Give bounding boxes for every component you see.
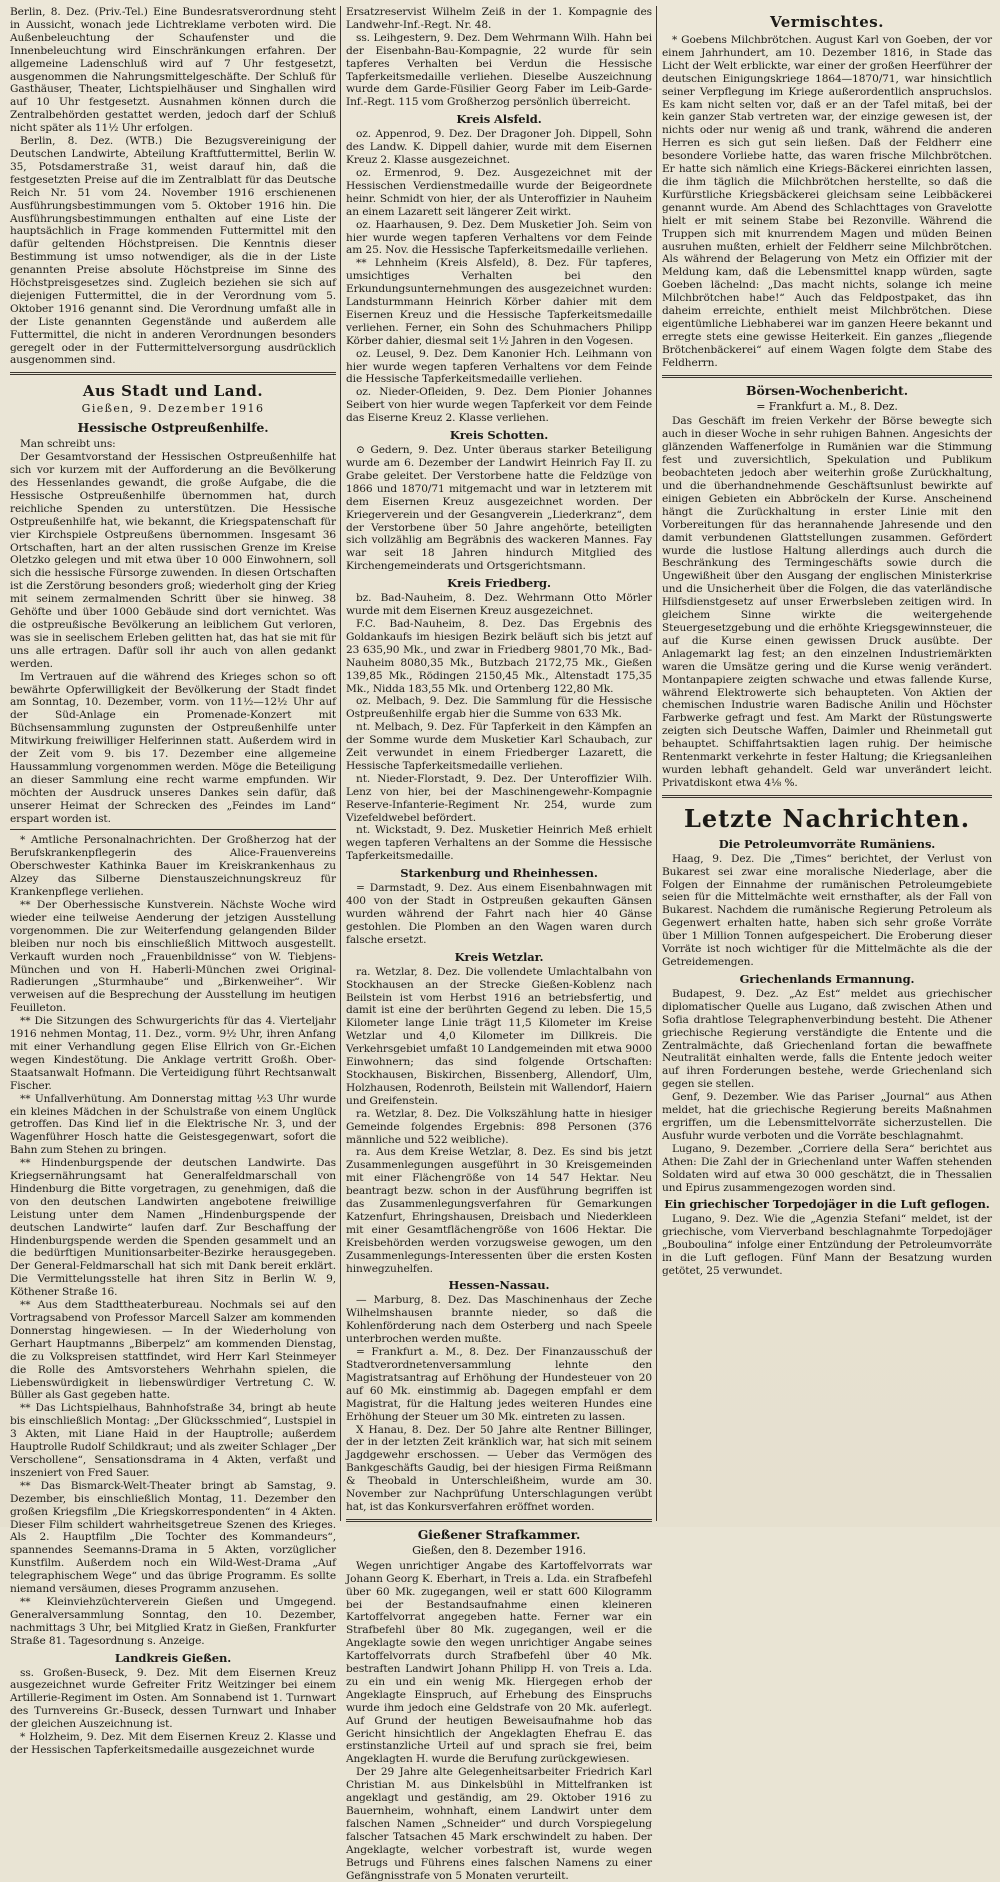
news-paragraph: ** Das Lichtspielhaus, Bahnhofstraße 34, bringt ab heute bis einschließlich Montag: „Der Glücksschmied“, Lustspiel in 3 Akten, mit Liane Haid in der Hauptrolle; außerdem Hauptrolle Rudolf Schildkraut; und als zweiter Schlager „Der Verschollene“, Sensationsdrama in 4 Akten, verfaßt und inszeniert von Fred Sauer. xyxy=(10,1402,336,1479)
article-heading: Hessische Ostpreußenhilfe. xyxy=(77,420,269,436)
news-paragraph: Der Gesamtvorstand der Hessischen Ostpreußenhilfe hat sich vor kurzem mit der Aufforderung an die Bevölkerung des Hessenlandes gewandt, die große Aufgabe, die die Hessische Ostpreußenhilfe übernommen hat, durch reichliche Spenden zu unterstützen. Die Hessische Ostpreußenhilfe hat, wie bekannt, die Kriegspatenschaft für vier Kirchspiele Ostpreußens übernommen. Insgesamt 36 Ortschaften, hart an der alten russischen Grenze im Kreise Oletzko gelegen und mit etwa über 10 000 Einwohnern, soll sich die hessische Fürsorge zuwenden. In diesen Ortschaften ist die Zerstörung besonders groß; wiederholt ging der Krieg mit seinem zermalmenden Schritt über sie hinweg. 38 Gehöfte und über 1000 Gebäude sind dort vernichtet. Was die ostpreußische Bevölkerung an leiblichem Gut verloren, was sie in seelischem Erleben gelitten hat, das hat sie mit für uns alle ertragen. Dafür soll ihr auch von allen gedankt werden. xyxy=(10,451,336,670)
news-paragraph: ss. Großen-Buseck, 9. Dez. Mit dem Eisernen Kreuz ausgezeichnet wurde Gefreiter Fritz Weitzinger bei einem Artillerie-Regiment im Osten. Am Sonnabend ist 1. Turnwart des Turnvereins Gr.-Buseck, dessen Turnwart und Inhaber der gleichen Auszeichnung ist. xyxy=(10,1666,336,1731)
news-paragraph: Berlin, 8. Dez. (Priv.-Tel.) Eine Bundesratsverordnung steht in Aussicht, wonach jede Lichtreklame verboten wird. Die Außenbeleuchtung der Schaufenster und die Innenbeleuchtung wird Einschränkungen erfahren. Der allgemeine Ladenschluß wird auf 7 Uhr festgesetzt, ausgenommen die Nahrungsmittelgeschäfte. Der Schluß für Gasthäuser, Theater, Lichtspielhäuser und Singhallen wird auf 10 Uhr festgesetzt. Ausnahmen können durch die Zentralbehörden gestattet werden, jedoch darf der Schluß nicht später als 11½ Uhr erfolgen. xyxy=(10,6,336,135)
section-divider xyxy=(346,1519,652,1522)
news-paragraph: ra. Wetzlar, 8. Dez. Die vollendete Umlachtalbahn von Stockhausen an der Strecke Gießen-Koblenz nach Beilstein ist vom Herbst 1916 an betriebsfertig, und damit ist eine der berührten Gegend zu leben. Die 15,5 Kilometer lange Linie trägt 11,5 Kilometer im Kreise Wetzlar und 4,0 Kilometer im Dillkreis. Die Verkehrsgebiet umfaßt 10 Landgemeinden mit etwa 9000 Einwohnern; das sind folgende Ortschaften: Stockhausen, Biskirchen, Bissenberg, Allendorf, Ulm, Holzhausen, Rodenroth, Beilstein mit Wallendorf, Haiern und Greifenstein. xyxy=(346,965,652,1107)
section-heading: Börsen-Wochenbericht. xyxy=(746,382,908,398)
news-paragraph: Das Geschäft im freien Verkehr der Börse bewegte sich auch in dieser Woche in sehr ruhigen Bahnen. Angesichts der glänzenden Waffenerfolge in Rumänien war die Stimmung fest und zuversichtlich, Spekulation und Publikum beobachteten jedoch aber weiterhin große Zurückhaltung, und die überhandnehmende Geschäftsunlust bewirkte auf einigen Gebieten ein Abbröckeln der Kurse. Anscheinend hängt die Zurückhaltung in erster Linie mit den Vorbereitungen für das herannahende Jahresende und den damit verbundenen Glattstellungen zusammen. Gefördert wurde die lustlose Haltung allerdings auch durch die Beschränkung des Termingeschäfts sowie durch die Ungewißheit über den Ausgang der englischen Ministerkrise und die Unsicherheit über die Folgen, die das vaterländische Hilfsdienstgesetz auf unser Erwerbsleben zeitigen wird. In gleichem Sinne wirkte die weitergehende Steuergesetzgebung und die erhöhte Kriegsgewinnsteuer, die auf die Kurse einen gewissen Druck ausübte. Der Anlagemarkt lag fest; an den einzelnen Industriemärkten waren die Umsätze gering und die Kurse wenig verändert. Montanpapiere zeigten schwache und etwas fallende Kurse, während Elektrowerte sich behaupteten. Von Aktien der chemischen Industrie waren Badische Anilin und Höchster Farbwerke gefragt und fest. Am Markt der Rüstungswerte zeigten sich Deutsche Waffen, Daimler und Rheinmetall gut behauptet. Schiffahrtsaktien lagen ruhig. Der heimische Rentenmarkt verkehrte in fester Haltung; die Kriegsanleihen wurden lebhaft gehandelt. Geld war unverändert leicht. Privatdiskont etwa 4⅛ %. xyxy=(662,415,992,789)
section-divider xyxy=(662,795,992,798)
section-heading: Gießener Strafkammer. xyxy=(417,1526,581,1542)
news-paragraph: oz. Haarhausen, 9. Dez. Dem Musketier Joh. Seim von hier wurde wegen tapferen Verhaltens vor dem Feinde am 25. Nov. die Hessische Tapferkeitsmedaille verliehen. xyxy=(346,218,652,257)
article-heading: Griechenlands Ermannung. xyxy=(739,971,915,986)
news-paragraph: Berlin, 8. Dez. (WTB.) Die Bezugsvereinigung der Deutschen Landwirte, Abteilung Kraftfuttermittel, Berlin W. 35, Potsdamerstraße 31, weist darauf hin, daß die festgesetzten Preise auf die im Zentralblatt für das Deutsche Reich Nr. 51 vom 24. November 1916 erschienenen Ausführungsbestimmungen vom 5. Oktober 1916 hin. Die Ausführungsbestimmungen enthalten auf eine Liste der hauptsächlich in Frage kommenden Futtermittel mit den dafür geltenden Höchstpreisen. Die Kenntnis dieser Bestimmung ist umso notwendiger, als die in der Liste genannten Preise absolute Höchstpreise im Sinne des Höchstpreisgesetzes sind. Zugleich beziehen sie sich auf diejenigen Futtermittel, die in der Verordnung vom 5. Oktober 1916 genannt sind. Die Verordnung umfaßt alle in der Liste genannten Gegenstände und außerdem alle Futtermittel, die nicht in anderen Verordnungen besonders geregelt oder in der Futtermittelversorgung ausdrücklich ausgenommen sind. xyxy=(10,135,336,367)
column-1 xyxy=(10,6,336,1756)
section-subheading: Starkenburg und Rheinhessen. xyxy=(400,866,598,881)
column-rule xyxy=(656,6,657,1521)
news-paragraph: Genf, 9. Dezember. Wie das Pariser „Journal“ aus Athen meldet, hat die griechische Regierung bereits Maßnahmen ergriffen, um die Lebensmittelvorräte sicherzustellen. Die Ausfuhr wurde verboten und die Vorräte beschlagnahmt. xyxy=(662,1091,992,1142)
section-heading: Vermischtes. xyxy=(770,13,884,31)
news-paragraph: Im Vertrauen auf die während des Krieges schon so oft bewährte Opferwilligkeit der Bevölkerung der Stadt findet am Sonntag, 10. Dezember, vorm. von 11½—12½ Uhr auf der Süd-Anlage ein Promenade-Konzert mit Büchsensammlung zugunsten der Ostpreußenhilfe unter Mitwirkung freiwilliger Helferinnen statt. Außerdem wird in der Zeit vom 9. bis 17. Dezember eine allgemeine Haussammlung vorgenommen werden. Möge die Beteiligung an dieser Sammlung eine recht warme empfunden. Wir möchten der Ausdruck unseres Dankes sein dafür, daß unserer Heimat der Schrecken des „Feindes im Land“ erspart worden ist. xyxy=(10,670,336,825)
section-subheading: Kreis Friedberg. xyxy=(447,576,551,591)
news-paragraph: ** Der Oberhessische Kunstverein. Nächste Woche wird wieder eine teilweise Aenderung der jetzigen Ausstellung vorgenommen. Die zur Weiterfendung gelangenden Bilder bleiben nur noch bis einschließlich Mittwoch ausgestellt. Verkauft wurden noch „Frauenbildnisse“ von W. Tiebjens-München und von H. Haberli-München zwei Original-Radierungen „Sturmhaube“ und „Birkenweiher“. Wir verweisen auf die Besprechung der Ausstellung im heutigen Feuilleton. xyxy=(10,899,336,1015)
news-paragraph: nt. Melbach, 9. Dez. Für Tapferkeit in den Kämpfen an der Somme wurde dem Musketier Karl Schaubach, zur Zeit verwundet in einem Friedberger Lazarett, die Hessische Tapferkeitsmedaille verliehen. xyxy=(346,721,652,772)
news-paragraph: F.C. Bad-Nauheim, 8. Dez. Das Ergebnis des Goldankaufs im hiesigen Bezirk beläuft sich bis jetzt auf 23 635,90 Mk., und zwar in Friedberg 9801,70 Mk., Bad-Nauheim 8080,35 Mk., Butzbach 2172,75 Mk., Gießen 139,85 Mk., Rödingen 2150,45 Mk., Altenstadt 175,35 Mk., Nidda 183,55 Mk. und Ortenberg 122,80 Mk. xyxy=(346,617,652,695)
news-paragraph: ** Kleinviehzüchterverein Gießen und Umgegend. Generalversammlung Sonntag, den 10. Dezember, nachmittags 3 Uhr, bei Mitglied Kratz in Gießen, Frankfurter Straße 81. Tagesordnung s. Anzeige. xyxy=(10,1595,336,1647)
news-paragraph: ** Lehnheim (Kreis Alsfeld), 8. Dez. Für tapferes, umsichtiges Verhalten bei den Erkundungsunternehmungen des ausgezeichnet wurden: Landsturmmann Heinrich Körber dahier mit dem Eisernen Kreuz und die Hessische Tapferkeitsmedaille verliehen. Ferner, ein Sohn des Schuhmachers Philipp Körber dahier, diesmal seit 1½ Jahren in den Vogesen. xyxy=(346,257,652,347)
news-paragraph: ** Aus dem Stadttheaterbureau. Nochmals sei auf den Vortragsabend von Professor Marcell Salzer am kommenden Donnerstag hingewiesen. — In der Wiederholung von Gerhart Hauptmanns „Biberpelz“ am kommenden Dienstag, die zu Volkspreisen stattfindet, wird Herr Karl Steinmeyer die Rolle des Amtsvorstehers Wehrhahn spielen, die Liebenswürdigkeit in liebenswürdiger Vertretung C. W. Büller als Gast gegeben hatte. xyxy=(10,1299,336,1402)
news-paragraph: Budapest, 9. Dez. „Az Est“ meldet aus griechischer diplomatischer Quelle aus Lugano, daß zwischen Athen und Sofia drahtlose Telegraphenverbindung besteht. Die Athener griechische Regierung verständigte die Entente und die Zentralmächte, daß Griechenland fortan die bewaffnete Neutralität einhalten werde, falls die Entente jedoch weiter auf ihren Forderungen bestehe, werde Griechenland sich gegen sie stellen. xyxy=(662,987,992,1091)
dateline: Gießen, 9. Dezember 1916 xyxy=(81,402,265,416)
news-paragraph: ** Die Sitzungen des Schwurgerichts für das 4. Vierteljahr 1916 nehmen Montag, 11. Dez., vorm. 9½ Uhr, ihren Anfang mit einer Verhandlung gegen Elise Ellrich von Gr.-Eichen wegen Kindestötung. Die Anklage vertritt Großh. Ober-Staatsanwalt Hofmann. Die Verteidigung führt Rechtsanwalt Fischer. xyxy=(10,1015,336,1092)
news-paragraph: — Marburg, 8. Dez. Das Maschinenhaus der Zeche Wilhelmshausen brannte nieder, so daß die Kohlenförderung nach dem Osterberg und nach Speele unterbrochen werden mußte. xyxy=(346,1294,652,1346)
news-paragraph: oz. Melbach, 9. Dez. Die Sammlung für die Hessische Ostpreußenhilfe ergab hier die Summe von 633 Mk. xyxy=(346,695,652,721)
news-paragraph: X Hanau, 8. Dez. Der 50 Jahre alte Rentner Billinger, der in der letzten Zeit kränklich war, hat sich mit seinem Jagdgewehr erschossen. — Ueber das Vermögen des Bankgeschäfts Gaudig, bei der hiesigen Firma Reißmann & Theobald in Unterschleißheim, wurde am 30. November zur Nachprüfung Unterschlagungen verübt hat, ist das Konkursverfahren eröffnet worden. xyxy=(346,1423,652,1513)
section-divider xyxy=(662,375,992,378)
section-subheading: Hessen-Nassau. xyxy=(448,1278,550,1293)
article-heading: Ein griechischer Torpedojäger in die Luft geflogen. xyxy=(664,1197,990,1212)
column-3 xyxy=(662,6,992,1521)
news-paragraph: ra. Wetzlar, 8. Dez. Die Volkszählung hatte in hiesiger Gemeinde folgendes Ergebnis: 898 Personen (376 männliche und 522 weibliche). xyxy=(346,1107,652,1146)
section-heading: Letzte Nachrichten. xyxy=(683,803,971,833)
news-paragraph: = Darmstadt, 9. Dez. Aus einem Eisenbahnwagen mit 400 von der Stadt in Ostpreußen gekauften Gänsen wurden während der Fahrt nach hier 40 Gänse gestohlen. Die Plomben an den Wagen waren durch falsche ersetzt. xyxy=(346,882,652,946)
article-divider xyxy=(10,829,336,830)
section-subheading: Landkreis Gießen. xyxy=(114,1650,232,1665)
section-subheading: Kreis Schotten. xyxy=(449,428,549,443)
news-paragraph: nt. Wickstadt, 9. Dez. Musketier Heinrich Meß erhielt wegen tapferen Verhaltens an der Somme die Hessische Tapferkeitsmedaille. xyxy=(346,824,652,863)
news-paragraph: bz. Bad-Nauheim, 8. Dez. Wehrmann Otto Mörler wurde mit dem Eisernen Kreuz ausgezeichnet. xyxy=(346,592,652,618)
dateline: = Frankfurt a. M., 8. Dez. xyxy=(756,399,898,413)
news-paragraph: * Amtliche Personalnachrichten. Der Großherzog hat der Berufskrankenpflegerin des Alice-Frauenvereins Oberschwester Kathinka Bauer im Kreiskrankenhaus zu Alzey das Silberne Dienstauszeichnungskreuz für Krankenpflege verliehen. xyxy=(10,834,336,899)
column-rule xyxy=(340,6,341,1521)
news-paragraph: Haag, 9. Dez. Die „Times“ berichtet, der Verlust von Bukarest sei zwar eine moralische Niederlage, aber die Folgen der Einnahme der rumänischen Petroleumgebiete seien für die Mittelmächte weit ernsthafter, als der Fall von Bukarest. Nachdem die rumänische Regierung Petroleum als Gegenwert erhalten hatte, haben sich sehr große Vorräte über 1 Million Tonnen aufgespeichert. Die Eroberung dieser Vorräte ist noch wichtiger für die Mittelmächte als die der Getreidemengen. xyxy=(662,852,992,968)
news-paragraph: Lugano, 9. Dezember. „Corriere della Sera“ berichtet aus Athen: Die Zahl der in Griechenland unter Waffen stehenden Soldaten wird auf etwa 30 000 geschätzt, die in Thessalien und Epirus zusammengezogen worden sind. xyxy=(662,1142,992,1194)
news-paragraph: ** Unfallverhütung. Am Donnerstag mittag ½3 Uhr wurde ein kleines Mädchen in der Schulstraße von einem Unglück getroffen. Das Kind lief in die Elektrische Nr. 3, und der Wagenführer Hosch hatte die Geistesgegenwart, sofort die Bahn zum Stehen zu bringen. xyxy=(10,1092,336,1157)
section-heading: Aus Stadt und Land. xyxy=(82,382,264,401)
news-paragraph: Der 29 Jahre alte Gelegenheitsarbeiter Friedrich Karl Christian M. aus Dinkelsbühl in Mittelfranken ist angeklagt und geständig, am 29. Oktober 1916 zu Bauernheim, wohnhaft, einem Landwirt unter dem falschen Namen „Schneider“ und durch Vorspiegelung falscher Tatsachen 45 Mark erschwindelt zu haben. Der Angeklagte, welcher vorbestraft ist, wurde wegen Betrugs und Führens eines falschen Namens zu einer Gefängnisstrafe von 5 Monaten verurteilt. xyxy=(346,1766,652,1882)
news-paragraph: Wegen unrichtiger Angabe des Kartoffelvorrats war Johann Georg K. Eberhart, in Treis a. Lda. ein Strafbefehl über 60 Mk. zugegangen, weil er statt 600 Kilogramm bei der Bestandsaufnahme einen kleineren Kartoffelvorrat angegeben hatte. Ferner war ein Strafbefehl über 80 Mk. zugegangen, weil er die Angeklagte sowie den wegen unrichtiger Angabe seines Kartoffelvorrats durch Strafbefehl über 40 Mk. bestraften Landwirt Johann Philipp H. von Treis a. Lda. zu ein und ein wenig Mk. Hiergegen erhob der Angeklagte Einspruch, auf Erhebung des Einspruchs wurde ihm jedoch eine Geldstrafe von 20 Mk. auferlegt. Auf Grund der heutigen Beweisaufnahme hob das Gericht hinsichtlich der Angeklagten Ehefrau E. das erstinstanzliche Urteil auf und sprach sie frei, beim Angeklagten H. wurde die Berufung zurückgewiesen. xyxy=(346,1559,652,1766)
section-subheading: Kreis Wetzlar. xyxy=(454,949,544,964)
news-paragraph: oz. Appenrod, 9. Dez. Der Dragoner Joh. Dippell, Sohn des Landw. K. Dippell dahier, wurde mit dem Eisernen Kreuz 2. Klasse ausgezeichnet. xyxy=(346,128,652,167)
news-paragraph: = Frankfurt a. M., 8. Dez. Der Finanzausschuß der Stadtverordnetenversammlung lehnte den Magistratsantrag auf Erhöhung der Hundesteuer von 20 auf 60 Mk. einstimmig ab. Dagegen empfahl er dem Magistrat, für die Haltung jedes weiteren Hundes eine Erhöhung der Steuer um 30 Mk. eintreten zu lassen. xyxy=(346,1346,652,1423)
news-paragraph: ** Das Bismarck-Welt-Theater bringt ab Samstag, 9. Dezember, bis einschließlich Montag, 11. Dezember den großen Kriegsfilm „Die Kriegskorrespondenten“ in 4 Akten. Dieser Film schildert wahrheitsgetreue Szenen des Krieges. Als 2. Hauptfilm „Die Tochter des Kommandeurs“, spannendes Seemanns-Drama in 5 Akten, vorzüglicher Kunstfilm. Außerdem noch ein Wild-West-Drama „Auf telegraphischem Wege“ und das übrige Programm. Es sollte niemand versäumen, dieses Programm anzusehen. xyxy=(10,1479,336,1596)
news-paragraph: * Holzheim, 9. Dez. Mit dem Eisernen Kreuz 2. Klasse und der Hessischen Tapferkeitsmedaille ausgezeichnet wurde xyxy=(10,1731,336,1756)
section-subheading: Kreis Alsfeld. xyxy=(456,112,542,127)
news-paragraph: * Goebens Milchbrötchen. August Karl von Goeben, der vor einem Jahrhundert, am 10. Dezember 1816, in Stade das Licht der Welt erblickte, war einer der großen Heerführer der deutschen Einigungskriege 1864—1870/71, war hinsichtlich seiner Verpflegung im Kriege außerordentlich anspruchslos. Es kam nicht selten vor, daß er an der Tafel mitaß, bei der kein ganzer Stab vertreten war, der einzige gewesen ist, der nichts oder nur wenig aß und trank, während die anderen Herren es sich gut sein ließen. Daß der Feldherr eine besondere Vorliebe hatte, das waren frische Milchbrötchen. Er hatte sich nämlich eine Kriegs-Bäckerei einrichten lassen, die ihm täglich die Milchbrötchen herstellte, so daß die Kurfürstliche Kriegsbäckerei gleichsam seine Leibbäckerei genannt wurde. Am Abend des Schlachttages von Gravelotte hielt er mit seinem Stabe bei Rezonville. Während die Truppen sich mit knurrendem Magen und müden Beinen ausruhen mußten, erhielt der Feldherr seine Milchbrötchen. Als während der Belagerung von Metz ein Offizier mit der Meldung kam, daß die Lebensmittel knapp würden, sagte Goeben lächelnd: „Das macht nichts, solange ich meine Milchbrötchen habe!“ Auch das Feldpostpaket, das ihn daheim erreichte, enthielt meist Milchbrötchen. Diese eigentümliche Liebhaberei war im ganzen Heere bekannt und erregte stets eine gewisse Heiterkeit. Ein ganzes „fliegende Brötchenbäckerei“ auf einem Wagen folgte dem Stabe des Feldherrn. xyxy=(662,34,992,369)
dateline: Gießen, den 8. Dezember 1916. xyxy=(412,1543,586,1557)
news-paragraph: oz. Ermenrod, 9. Dez. Ausgezeichnet mit der Hessischen Verdienstmedaille wurde der Beigeordnete heinr. Schmidt von hier, der als Unteroffizier in Nauheim an einem Lazarett seit längerer Zeit wirkt. xyxy=(346,166,652,218)
news-paragraph: nt. Nieder-Florstadt, 9. Dez. Der Unteroffizier Wilh. Lenz von hier, bei der Maschinengewehr-Kompagnie Reserve-Infanterie-Regiment Nr. 254, wurde zum Vizefeldwebel befördert. xyxy=(346,772,652,824)
section-divider xyxy=(10,372,336,375)
article-heading: Die Petroleumvorräte Rumäniens. xyxy=(718,836,936,851)
news-paragraph: oz. Nieder-Ofleiden, 9. Dez. Dem Pionier Johannes Seibert von hier wurde wegen Tapferkeit vor dem Feinde das Eiserne Kreuz 2. Klasse verliehen. xyxy=(346,386,652,425)
news-paragraph: oz. Leusel, 9. Dez. Dem Kanonier Hch. Leihmann von hier wurde wegen tapferen Verhaltens vor dem Feinde die Hessische Tapferkeitsmedaille verliehen. xyxy=(346,347,652,386)
news-paragraph: Lugano, 9. Dez. Wie die „Agenzia Stefani“ meldet, ist der griechische, vom Vierverband beschlagnahmte Torpedojäger „Bouboulina“ infolge einer Entzündung der Petroleumvorräte in die Luft geflogen. Fünf Mann der Besatzung wurden getötet, 25 verwundet. xyxy=(662,1213,992,1278)
news-paragraph: ra. Aus dem Kreise Wetzlar, 8. Dez. Es sind bis jetzt Zusammenlegungen ausgeführt in 30 Kreisgemeinden mit einer Flächengröße von 14 547 Hektar. Neu beantragt bezw. schon in der Ausführung begriffen ist das Zusammenlegungsverfahren für Gemarkungen Katzenfurt, Ehringshausen, Dreisbach und Niederkleen mit einer Gesamtflächengröße von 1606 Hektar. Die Kreisbehörden werden vorzugsweise gewogen, um den Zusammenlegungs-Interessenten über die ersten Kosten hinwegzuhelfen. xyxy=(346,1146,652,1275)
news-paragraph: ** Hindenburgspende der deutschen Landwirte. Das Kriegsernährungsamt hat Generalfeldmarschall von Hindenburg die Bitte vorgetragen, zu genehmigen, daß die von den deutschen Landwirten angebotene freiwillige Leistung unter dem Namen „Hindenburgspende der deutschen Landwirte“ laufen darf. Zur Beschaffung der Hindenburgspende werden die Spenden gesammelt und an die bedürftigen Munitionsarbeiter-Bezirke herausgegeben. Der General-Feldmarschall hat sich mit Dank bereit erklärt. Die Vermittelungsstelle hat ihren Sitz in Berlin W. 9, Köthener Straße 16. xyxy=(10,1157,336,1299)
news-paragraph: ss. Leihgestern, 9. Dez. Dem Wehrmann Wilh. Hahn bei der Eisenbahn-Bau-Kompagnie, 22 wurde für sein tapferes Verhalten bei Verdun die Hessische Tapferkeitsmedaille verliehen. Dieselbe Auszeichnung wurde dem Garde-Füsilier Georg Faber im Leib-Garde-Inf.-Regt. 115 vom Großherzog persönlich überreicht. xyxy=(346,31,652,109)
news-paragraph: Man schreibt uns: xyxy=(20,438,116,451)
news-paragraph: ⊙ Gedern, 9. Dez. Unter überaus starker Beteiligung wurde am 6. Dezember der Landwirt Heinrich Fay II. zu Grabe geleitet. Der Verstorbene hatte die Feldzüge von 1866 und 1870/71 mitgemacht und war in letzterem mit dem Eisernen Kreuz ausgezeichnet worden. Der Kriegerverein und der Gesangverein „Liederkranz“, dem der Verstorbene über 50 Jahre angehörte, beteiligten sich vollzählig am Begräbnis des wackeren Mannes. Fay war seit 18 Jahren hindurch Mitglied des Kirchengemeinderats und Ortsgerichtsmann. xyxy=(346,444,652,573)
column-2 xyxy=(346,6,652,1882)
news-paragraph: Ersatzreservist Wilhelm Zeiß in der 1. Kompagnie des Landwehr-Inf.-Regt. Nr. 48. xyxy=(346,6,652,31)
